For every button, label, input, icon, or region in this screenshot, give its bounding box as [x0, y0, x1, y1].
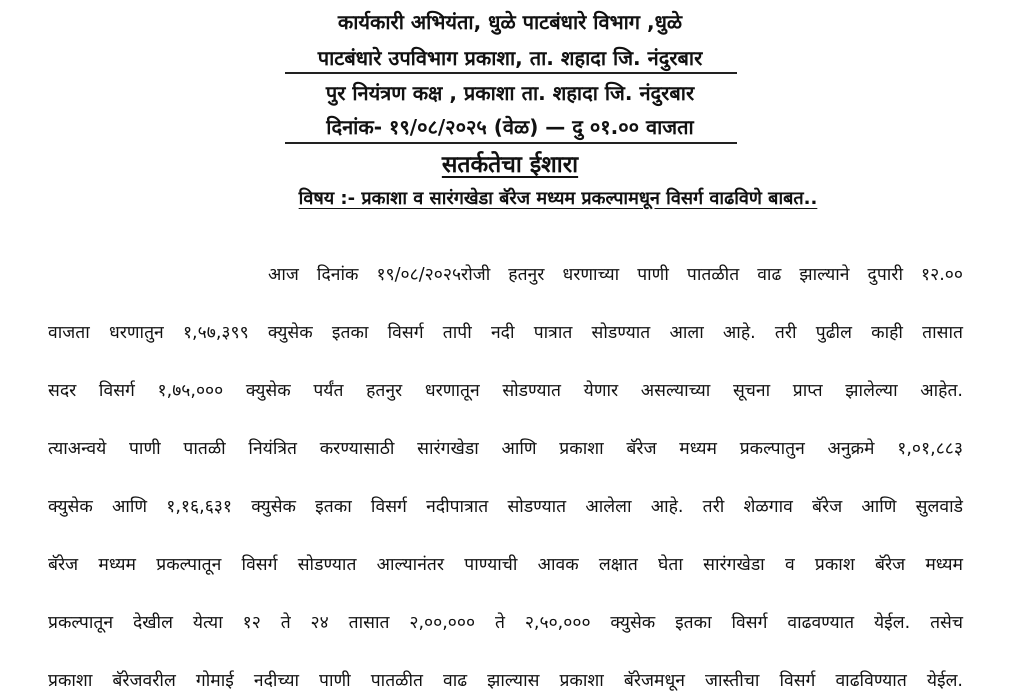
body-line: क्युसेक आणि १,१६,६३१ क्युसेक इतका विसर्ग नदीपात्रात सोडण्यात आलेला आहे. तरी शेळगाव बॅरेज आणि सुलवाडे: [48, 497, 963, 517]
body-line: प्रकल्पातून देखील येत्या १२ ते २४ तासात २,००,००० ते २,५०,००० क्युसेक इतका विसर्ग वाढवण्यात येईल. तसेच: [48, 613, 963, 633]
body-line: त्याअन्वये पाणी पातळी नियंत्रित करण्यासाठी सारंगखेडा आणि प्रकाशा बॅरेज मध्यम प्रकल्पातुन अनुक्रमे १,०१,८८३: [48, 439, 963, 459]
subject-line: विषय :- प्रकाशा व सारंगखेडा बॅरेज मध्यम प्रकल्पामधून विसर्ग वाढविणे बाबत..: [298, 188, 818, 209]
body-line: बॅरेज मध्यम प्रकल्पातून विसर्ग सोडण्यात आल्यानंतर पाण्याची आवक लक्षात घेता सारंगखेडा व प्रकाश बॅरेज मध्यम: [48, 555, 963, 575]
body-line: आज दिनांक १९/०८/२०२५रोजी हतनुर धरणाच्या पाणी पातळीत वाढ झाल्याने दुपारी १२.००: [268, 265, 963, 285]
date-divider: [285, 142, 737, 144]
date-time-line: दिनांक- १९/०८/२०२५ (वेळ) — दु ०१.०० वाजता: [326, 115, 694, 139]
subdivision-title: पाटबंधारे उपविभाग प्रकाशा, ता. शहादा जि. नंदुरबार: [317, 46, 703, 70]
body-line: सदर विसर्ग १,७५,००० क्युसेक पर्यंत हतनुर धरणातून सोडण्यात येणार असल्याच्या सूचना प्राप्त झालेल्या आहेत.: [48, 381, 963, 401]
body-line: प्रकाशा बॅरेजवरील गोमाई नदीच्या पाणी पातळीत वाढ झाल्यास प्रकाशा बॅरेजमधून जास्तीचा विसर्ग वाढविण्यात येईल.: [48, 671, 963, 691]
body-line: वाजता धरणातुन १,५७,३९९ क्युसेक इतका विसर्ग तापी नदी पात्रात सोडण्यात आला आहे. तरी पुढील काही तासात: [48, 323, 963, 343]
office-title: कार्यकारी अभियंता, धुळे पाटबंधारे विभाग ,धुळे: [337, 10, 683, 34]
alert-title: सतर्कतेचा ईशारा: [441, 152, 579, 178]
header-divider: [285, 72, 737, 74]
control-room-title: पुर नियंत्रण कक्ष , प्रकाशा ता. शहादा जि. नंदुरबार: [325, 81, 695, 105]
